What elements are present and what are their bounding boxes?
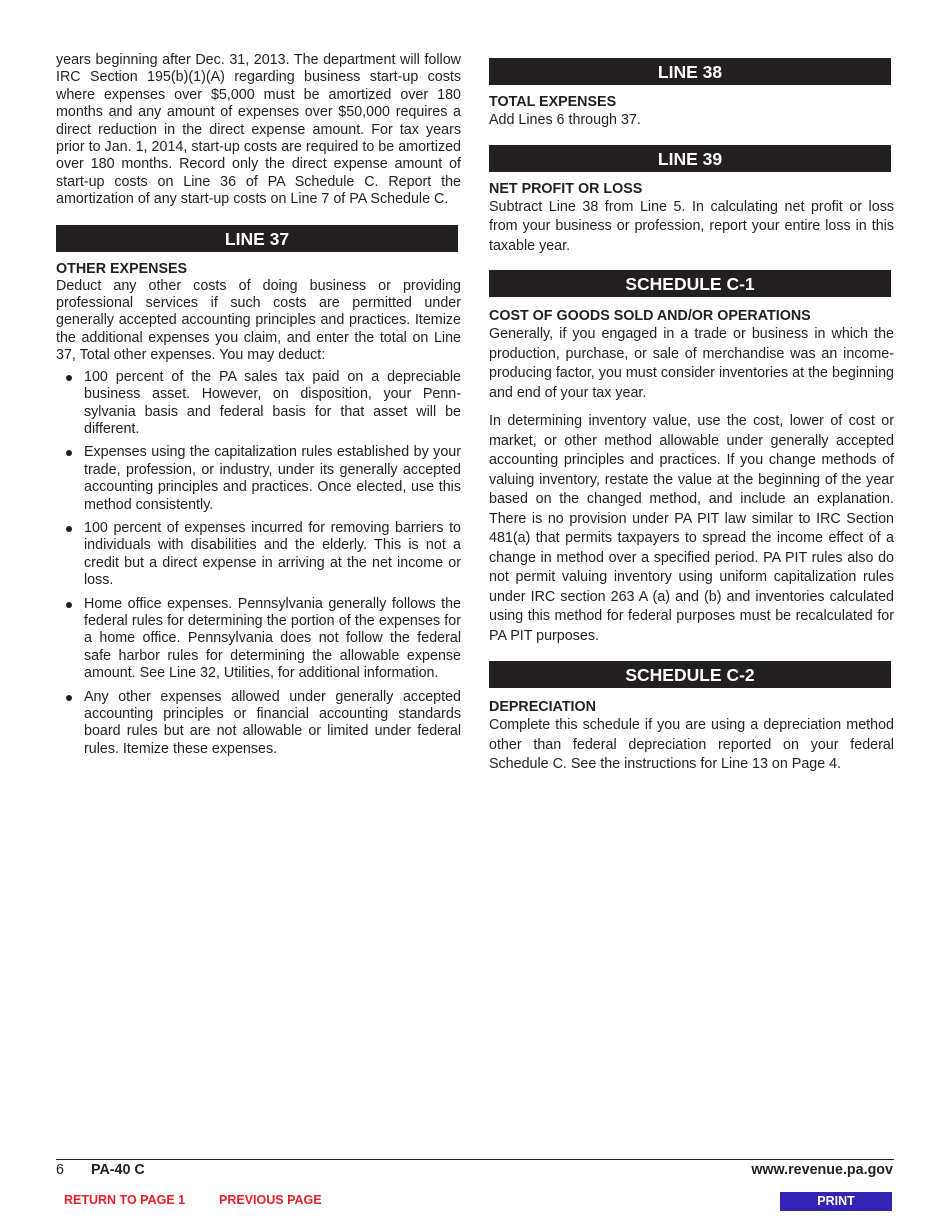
total-expenses-body: Add Lines 6 through 37. (489, 112, 641, 128)
depreciation-body: Complete this schedule if you are using a depreciation method other than federal depreciation reported on your federal Schedule C. See the instructions for Line 13 on Page 4. (489, 717, 894, 772)
total-expenses-title: TOTAL EXPENSES (489, 94, 617, 110)
line-38-header: LINE 38 (489, 58, 891, 85)
form-name: PA-40 C (91, 1162, 145, 1178)
schedule-c2-header: SCHEDULE C-2 (489, 661, 891, 688)
print-button[interactable]: PRINT (780, 1192, 892, 1211)
list-item: Expenses using the capitalization rules established by your trade, profession, or industry, under its generally accepted accounting principles and practices. Once elected, use this method consistently. (56, 444, 461, 514)
cogs-title: COST OF GOODS SOLD AND/OR OPERATIONS (489, 308, 811, 324)
other-expenses-body: Deduct any other costs of doing business or providing professional services if such costs are permitted under generally accepted accounting principles and practices. Itemize the additional expenses you claim, and enter the total on Line 37, Total other expenses. You may deduct: (56, 277, 461, 364)
cogs-body-2: In determining inventory value, use the cost, lower of cost or market, or other method allowable under generally accepted accounting principles and practices. If you change methods of valuing inventory, restate the value at the beginning of the year based on the changed method, and include an explanation. There is no provision under PA PIT law similar to IRC Section 481(a) that permits taxpayers to spread the income effect of a change in method over a specified period. PA PIT rules also do not permit valuing inventory using uniform capitalization rules under IRC section 263 A (a) and (b) and inventories calculated using this method for federal purposes must be recalculated for PA PIT purposes. (489, 413, 894, 644)
bullet-icon (66, 695, 72, 701)
website-url: www.revenue.pa.gov (751, 1162, 893, 1178)
deduction-list (56, 369, 461, 759)
previous-page-link[interactable]: PREVIOUS PAGE (219, 1193, 322, 1207)
left-column (56, 52, 461, 764)
bullet-icon (66, 375, 72, 381)
list-item: 100 percent of the PA sales tax paid on a depreciable business asset. However, on disposition, your Pennsylvania basis and federal basis for that asset will be different. (56, 369, 461, 439)
list-item: Home office expenses. Pennsylvania generally follows the federal rules for determining the portion of the expenses for a home office. Pennsylvania does not follow the federal safe harbor rules for determining the allowable expense amount. See Line 32, Utilities, for additional information. (56, 596, 461, 683)
right-column (489, 58, 894, 775)
other-expenses-title: OTHER EXPENSES (56, 260, 188, 277)
bullet-icon (66, 602, 72, 608)
page-number: 6 (56, 1162, 64, 1178)
line-37-header: LINE 37 (56, 225, 458, 252)
footer-divider (56, 1159, 894, 1160)
return-to-page-1-link[interactable]: RETURN TO PAGE 1 (64, 1193, 186, 1207)
bullet-icon (66, 526, 72, 532)
net-profit-body: Subtract Line 38 from Line 5. In calculating net profit or loss from your business or profession, report your entire loss in this taxable year. (489, 198, 894, 254)
bullet-icon (66, 450, 72, 456)
list-item: 100 percent of expenses incurred for removing barriers to individuals with disabilities and the elderly. This is not a credit but a direct expense in arriving at the net income or loss. (56, 520, 461, 590)
startup-costs-paragraph: years beginning after Dec. 31, 2013. The department will follow IRC Section 195(b)(1)(A) regarding business start-up costs where expenses over $5,000 must be amortized over 180 months and any amount of expenses over $50,000 requires a direct reduction in the direct expense amount. For tax years prior to Jan. 1, 2014, start-up costs are required to be amortized over 180 months. Record only the direct expense amount of start-up costs on Line 36 of PA Schedule C. Report the amortization of any start-up costs on Line 7 of PA Schedule C. (56, 52, 461, 208)
line-39-header: LINE 39 (489, 145, 891, 172)
schedule-c1-header: SCHEDULE C-1 (489, 270, 891, 297)
depreciation-title: DEPRECIATION (489, 699, 596, 715)
cogs-body-1: Generally, if you engaged in a trade or business in which the production, purchase, or sale of merchandise was an income-producing factor, you must consider inventories at the beginning and end of your tax year. (489, 326, 894, 401)
net-profit-title: NET PROFIT OR LOSS (489, 180, 643, 197)
list-item: Any other expenses allowed under generally accepted accounting principles or financial accounting standards board rules but are not allowable or limited under federal rules. Itemize these expenses. (56, 689, 461, 759)
